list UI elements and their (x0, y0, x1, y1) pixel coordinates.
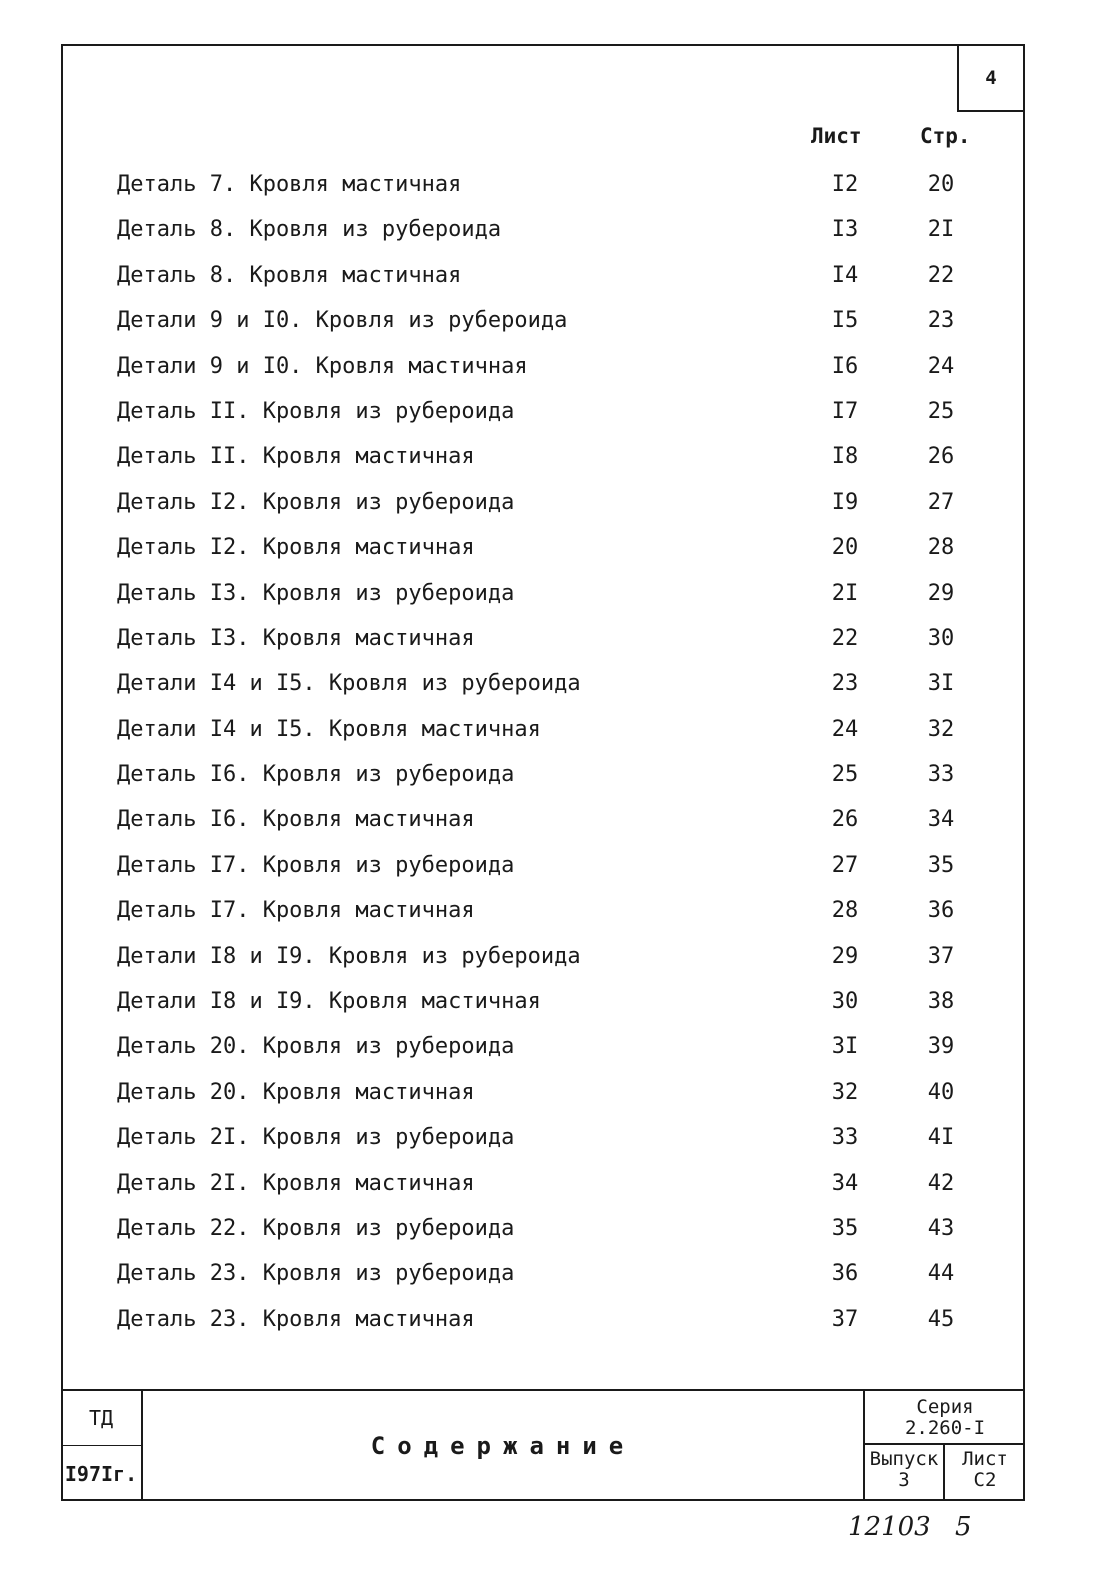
contents-row (63, 843, 1023, 888)
contents-row (63, 934, 1023, 979)
handwritten-archive-code: 12103 (848, 1512, 931, 1542)
entry-sheet: I9 (831, 489, 859, 515)
sheet-label: Лист (962, 1448, 1008, 1470)
entry-page: 32 (927, 716, 955, 742)
entry-page: 44 (927, 1261, 955, 1287)
entry-title: Детали I8 и I9. Кровля из рубероида (117, 943, 581, 969)
entry-page: 36 (927, 898, 955, 924)
document-title: Содержание (370, 1432, 636, 1460)
entry-title: Деталь 20. Кровля мастичная (117, 1079, 475, 1105)
entry-sheet: I7 (831, 398, 859, 424)
contents-row (63, 298, 1023, 343)
drawing-frame (61, 44, 1025, 1501)
contents-row (63, 661, 1023, 706)
contents-row (63, 480, 1023, 525)
entry-page: 42 (927, 1170, 955, 1196)
entry-title: Детали I4 и I5. Кровля мастичная (117, 716, 541, 742)
entry-sheet: 20 (831, 535, 859, 561)
sheet-column-header: Лист (811, 124, 862, 148)
contents-row (63, 1161, 1023, 1206)
contents-row (63, 571, 1023, 616)
entry-page: 30 (927, 625, 955, 651)
entry-sheet: 26 (831, 807, 859, 833)
entry-page: 2I (927, 217, 955, 243)
entry-sheet: I6 (831, 353, 859, 379)
entry-sheet: 27 (831, 852, 859, 878)
entry-title: Деталь I7. Кровля мастичная (117, 898, 475, 924)
entry-sheet: 3I (831, 1034, 859, 1060)
entry-page: 27 (927, 489, 955, 515)
entry-page: 29 (927, 580, 955, 606)
contents-row (63, 1070, 1023, 1115)
entry-page: 40 (927, 1079, 955, 1105)
entry-title: Деталь I2. Кровля из рубероида (117, 489, 515, 515)
entry-sheet: 25 (831, 762, 859, 788)
entry-page: 45 (927, 1306, 955, 1332)
entry-title: Детали 9 и I0. Кровля из рубероида (117, 308, 568, 334)
handwritten-page-number: 5 (955, 1512, 972, 1542)
entry-page: 38 (927, 989, 955, 1015)
entry-sheet: I4 (831, 262, 859, 288)
entry-title: Деталь I3. Кровля из рубероида (117, 580, 515, 606)
entry-page: 24 (927, 353, 955, 379)
entry-title: Деталь II. Кровля мастичная (117, 444, 475, 470)
entry-page: 43 (927, 1215, 955, 1241)
entry-sheet: 34 (831, 1170, 859, 1196)
series-cell (865, 1391, 1025, 1445)
entry-title: Детали I4 и I5. Кровля из рубероида (117, 671, 581, 697)
page-number-box (957, 46, 1023, 112)
contents-row (63, 525, 1023, 570)
entry-title: Деталь 22. Кровля из рубероида (117, 1215, 515, 1241)
entry-sheet: 35 (831, 1215, 859, 1241)
contents-row (63, 616, 1023, 661)
entry-page: 25 (927, 398, 955, 424)
entry-sheet: 30 (831, 989, 859, 1015)
entry-page: 34 (927, 807, 955, 833)
contents-row (63, 1206, 1023, 1251)
entry-page: 26 (927, 444, 955, 470)
entry-title: Деталь 23. Кровля из рубероида (117, 1261, 515, 1287)
page-number: 4 (985, 67, 997, 89)
contents-row (63, 752, 1023, 797)
contents-row (63, 979, 1023, 1024)
organization-cell (61, 1391, 143, 1446)
entry-title: Деталь 20. Кровля из рубероида (117, 1034, 515, 1060)
contents-row (63, 707, 1023, 752)
entry-sheet: 29 (831, 943, 859, 969)
entry-sheet: I8 (831, 444, 859, 470)
entry-page: 37 (927, 943, 955, 969)
entry-sheet: 23 (831, 671, 859, 697)
entry-title: Деталь 8. Кровля из рубероида (117, 217, 502, 243)
entry-title: Деталь I6. Кровля мастичная (117, 807, 475, 833)
contents-row (63, 1251, 1023, 1296)
series-label: Серия (916, 1396, 974, 1418)
sheet-cell (945, 1445, 1025, 1501)
year-cell (61, 1446, 143, 1501)
contents-row (63, 1297, 1023, 1342)
entry-sheet: 24 (831, 716, 859, 742)
contents-row (63, 162, 1023, 207)
entry-page: 20 (927, 172, 955, 197)
entry-title: Деталь 8. Кровля мастичная (117, 262, 462, 288)
entry-page: 4I (927, 1125, 955, 1151)
contents-list (63, 162, 1023, 1342)
entry-title: Деталь I6. Кровля из рубероида (117, 762, 515, 788)
entry-sheet: 2I (831, 580, 859, 606)
entry-sheet: 22 (831, 625, 859, 651)
document-title-cell (143, 1391, 865, 1501)
contents-row (63, 434, 1023, 479)
organization: ТД (88, 1406, 114, 1430)
entry-sheet: 32 (831, 1079, 859, 1105)
contents-row (63, 797, 1023, 842)
entry-title: Деталь I2. Кровля мастичная (117, 535, 475, 561)
entry-sheet: 37 (831, 1306, 859, 1332)
contents-row (63, 888, 1023, 933)
entry-page: 28 (927, 535, 955, 561)
sheet-value: С2 (973, 1469, 997, 1491)
title-block (61, 1389, 1025, 1501)
entry-page: 39 (927, 1034, 955, 1060)
entry-title: Деталь 2I. Кровля мастичная (117, 1170, 475, 1196)
entry-sheet: 36 (831, 1261, 859, 1287)
entry-page: 23 (927, 308, 955, 334)
contents-row (63, 389, 1023, 434)
issue-cell (865, 1445, 945, 1501)
series-value: 2.260-I (904, 1417, 986, 1439)
issue-value: 3 (898, 1469, 910, 1491)
entry-title: Деталь II. Кровля из рубероида (117, 398, 515, 424)
issue-label: Выпуск (869, 1448, 939, 1470)
entry-title: Деталь 2I. Кровля из рубероида (117, 1125, 515, 1151)
year: I97Iг. (64, 1461, 138, 1486)
contents-row (63, 253, 1023, 298)
entry-title: Деталь I7. Кровля из рубероида (117, 852, 515, 878)
entry-sheet: 28 (831, 898, 859, 924)
contents-row (63, 344, 1023, 389)
entry-sheet: I2 (831, 172, 859, 197)
entry-page: 22 (927, 262, 955, 288)
entry-sheet: I3 (831, 217, 859, 243)
entry-title: Деталь I3. Кровля мастичная (117, 625, 475, 651)
entry-sheet: I5 (831, 308, 859, 334)
entry-title: Деталь 7. Кровля мастичная (117, 172, 462, 197)
contents-row (63, 1115, 1023, 1160)
entry-title: Детали I8 и I9. Кровля мастичная (117, 989, 541, 1015)
entry-title: Детали 9 и I0. Кровля мастичная (117, 353, 528, 379)
entry-page: 35 (927, 852, 955, 878)
entry-page: 33 (927, 762, 955, 788)
contents-row (63, 1024, 1023, 1069)
entry-title: Деталь 23. Кровля мастичная (117, 1306, 475, 1332)
contents-row (63, 207, 1023, 252)
entry-sheet: 33 (831, 1125, 859, 1151)
page-column-header: Стр. (920, 124, 971, 148)
entry-page: 3I (927, 671, 955, 697)
